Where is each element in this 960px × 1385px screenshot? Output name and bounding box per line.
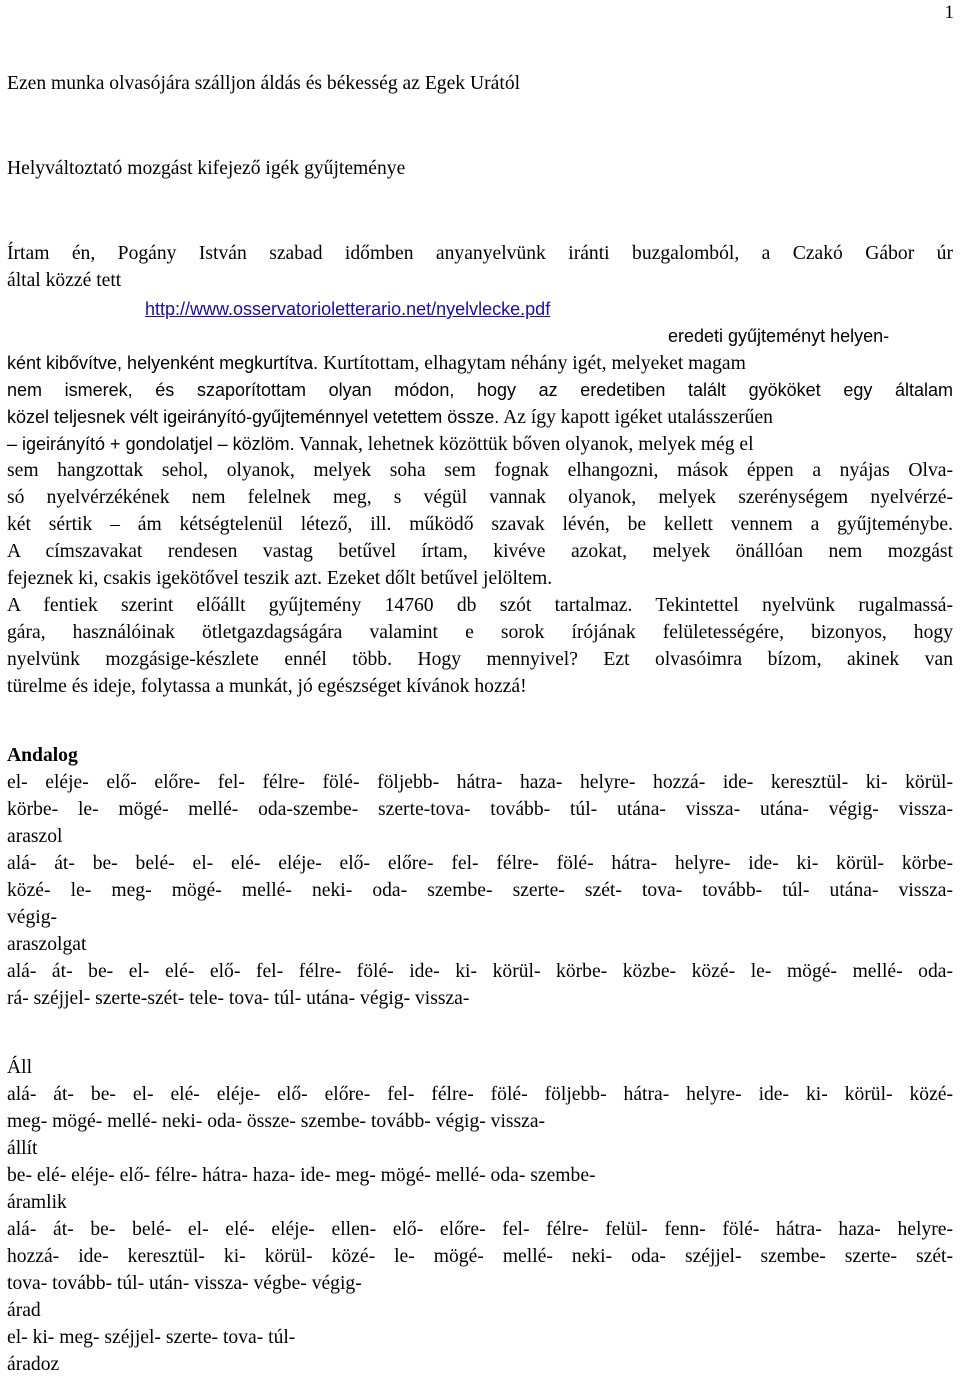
entry-line: el- eléje- elő- előre- fel- félre- fölé- följebb- hátra- haza- helyre- hozzá- ide- keresztül- ki- körül-: [7, 772, 953, 793]
intro-line: [7, 404, 773, 431]
entry-line: meg- mögé- mellé- neki- oda- össze- szembe- tovább- végig- vissza-: [7, 1111, 546, 1132]
entry-headword: araszolgat: [7, 934, 87, 955]
intro-line: türelme és ideje, folytassa a munkát, jó egészséget kívánok hozzá!: [7, 676, 527, 697]
entry-headword: áradoz: [7, 1354, 60, 1375]
entry-line: tova- tovább- túl- után- vissza- végbe- végig-: [7, 1273, 362, 1294]
entry-line: el- ki- meg- széjjel- szerte- tova- túl-: [7, 1327, 296, 1348]
page-number: 1: [944, 2, 954, 23]
intro-line: gára, használóinak ötletgazdagságára valamint e sorok írójának felületességére, bizonyos, hogy: [7, 622, 953, 643]
intro-span: Kurtítottam, elhagytam néhány igét, melyeket magam: [323, 353, 746, 374]
entry-line: közé- le- meg- mögé- mellé- neki- oda- szembe- szerte- szét- tova- tovább- túl- utána- vissza-: [7, 880, 953, 901]
entry-line: alá- át- be- belé- el- elé- eléje- ellen- elő- előre- fel- félre- felül- fenn- fölé- hátra- haza- helyre-: [7, 1219, 953, 1240]
intro-line: nyelvünk mozgásige-készlete ennél több. Hogy mennyivel? Ezt olvasóimra bízom, akinek van: [7, 649, 953, 670]
entry-line: alá- át- be- el- elé- elő- fel- félre- fölé- ide- ki- körül- körbe- közbe- közé- le- mögé- mellé- oda-: [7, 961, 953, 982]
intro-line: A címszavakat rendesen vastag betűvel írtam, kivéve azokat, melyek önállóan nem mozgást: [7, 541, 953, 562]
entry-line: végig-: [7, 907, 58, 928]
intro-line: [7, 431, 754, 458]
entry-line: rá- széjjel- szerte-szét- tele- tova- túl- utána- végig- vissza-: [7, 988, 470, 1009]
intro-span: Vannak, lehetnek közöttük bőven olyanok, melyek még el: [299, 434, 754, 455]
intro-span: ként kibővítve, helyenként megkurtítva.: [7, 353, 319, 373]
entry-headword: Andalog: [7, 745, 78, 766]
intro-line: nem ismerek, és szaporítottam olyan módon, hogy az eredetiben talált gyököket egy általam: [7, 380, 953, 400]
document-title: Helyváltoztató mozgást kifejező igék gyűjteménye: [7, 158, 406, 179]
entry-headword: araszol: [7, 826, 63, 847]
intro-span: – igeirányító + gondolatjel – közlöm.: [7, 434, 295, 454]
intro-line: Írtam én, Pogány István szabad időmben anyanyelvünk iránti buzgalomból, a Czakó Gábor úr: [7, 243, 953, 264]
intro-line: két sértik – ám kétségtelenül létező, ill. működő szavak lévén, be kellett vennem a gyűjteménybe.: [7, 514, 953, 535]
blessing-line: Ezen munka olvasójára szálljon áldás és békesség az Egek Urától: [7, 73, 521, 94]
entry-line: be- elé- eléje- elő- félre- hátra- haza- ide- meg- mögé- mellé- oda- szembe-: [7, 1165, 596, 1186]
entry-headword: állít: [7, 1138, 38, 1159]
source-link[interactable]: http://www.osservatorioletterario.net/nyelvlecke.pdf: [145, 299, 551, 319]
entry-headword: áramlik: [7, 1192, 67, 1213]
intro-line: eredeti gyűjteményt helyen-: [668, 326, 890, 346]
intro-line: fejeznek ki, csakis igekötővel teszik azt. Ezeket dőlt betűvel jelöltem.: [7, 568, 553, 589]
intro-line: só nyelvérzékének nem felelnek meg, s végül vannak olyanok, melyek szerénységem nyelvérzé-: [7, 487, 953, 508]
entry-headword: Áll: [7, 1057, 33, 1078]
entry-line: alá- át- be- el- elé- eléje- elő- előre- fel- félre- fölé- följebb- hátra- helyre- ide- ki- körül- közé-: [7, 1084, 953, 1105]
intro-line: A fentiek szerint előállt gyűjtemény 14760 db szót tartalmaz. Tekintettel nyelvünk rugalmassá-: [7, 595, 953, 616]
intro-span: közel teljesnek vélt igeirányító-gyűjteménnyel vetettem össze.: [7, 407, 500, 427]
entry-line: alá- át- be- belé- el- elé- eléje- elő- előre- fel- félre- fölé- hátra- helyre- ide- ki- körül- körbe-: [7, 853, 953, 874]
intro-line: által közzé tett: [7, 270, 122, 291]
intro-span: Az így kapott igéket utalásszerűen: [503, 407, 773, 428]
intro-line: [7, 350, 746, 377]
entry-line: hozzá- ide- keresztül- ki- körül- közé- le- mögé- mellé- neki- oda- széjjel- szembe- szerte- szét-: [7, 1246, 953, 1267]
intro-line: sem hangzottak sehol, olyanok, melyek soha sem fognak elhangozni, mások éppen a nyájas Olva-: [7, 460, 953, 481]
entry-line: körbe- le- mögé- mellé- oda-szembe- szerte-tova- tovább- túl- utána- vissza- utána- végig- vissza-: [7, 799, 953, 820]
entry-headword: árad: [7, 1300, 41, 1321]
